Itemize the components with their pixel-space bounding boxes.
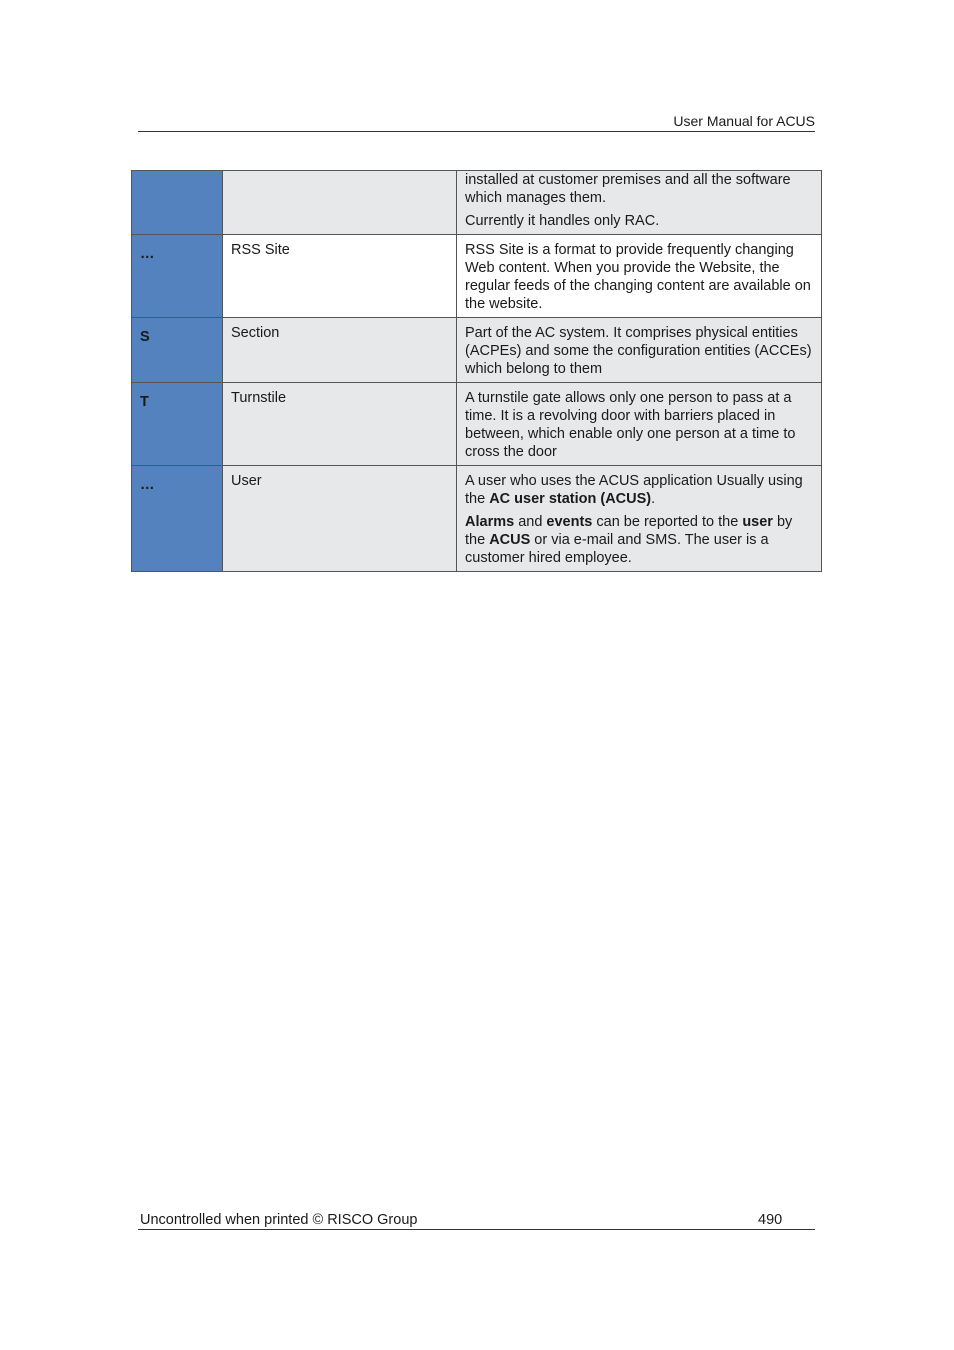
text-run: . xyxy=(651,491,656,507)
definition-paragraph xyxy=(465,472,813,508)
table-row xyxy=(132,171,822,235)
definition-cell xyxy=(457,318,822,383)
definition-paragraph xyxy=(465,241,813,313)
definition-paragraph xyxy=(465,171,813,207)
definition-paragraph xyxy=(465,389,813,461)
term-cell: Section xyxy=(223,318,457,383)
footer-copyright: Uncontrolled when printed © RISCO Group xyxy=(140,1212,418,1228)
definition-paragraph xyxy=(465,513,813,567)
table-row xyxy=(132,318,822,383)
term-cell: RSS Site xyxy=(223,235,457,318)
letter-cell: T xyxy=(132,383,223,466)
definition-paragraph xyxy=(465,212,813,230)
letter-cell: S xyxy=(132,318,223,383)
text-run: Part of the AC system. It comprises physical entities (ACPEs) and some the configuration entities (ACCEs) which belong to them xyxy=(465,325,812,377)
term-cell: Turnstile xyxy=(223,383,457,466)
page-header xyxy=(138,112,815,132)
bold-term: AC user station (ACUS) xyxy=(489,491,652,507)
term-cell: User xyxy=(223,466,457,572)
text-run: or via e-mail and SMS. The user is a customer hired employee. xyxy=(465,532,769,566)
table-row xyxy=(132,383,822,466)
page-footer xyxy=(138,1211,815,1230)
page-number: 490 xyxy=(758,1212,783,1228)
letter-cell xyxy=(132,171,223,235)
bold-term: events xyxy=(546,514,593,530)
bold-term: ACUS xyxy=(489,532,531,548)
text-run: A user who uses the ACUS application Usually using the xyxy=(465,473,803,507)
bold-term: Alarms xyxy=(465,514,515,530)
text-run: Currently it handles only RAC. xyxy=(465,213,660,229)
definition-cell xyxy=(457,235,822,318)
text-run: RSS Site is a format to provide frequently changing Web content. When you provide the Website, the regular feeds of the changing content are available on the website. xyxy=(465,242,811,312)
text-run: A turnstile gate allows only one person to pass at a time. It is a revolving door with barriers placed in between, which enable only one person at a time to cross the door xyxy=(465,390,796,460)
definition-cell xyxy=(457,171,822,235)
text-run: installed at customer premises and all the software which manages them. xyxy=(465,172,791,206)
glossary-table xyxy=(131,170,822,572)
letter-cell: … xyxy=(132,235,223,318)
term-cell xyxy=(223,171,457,235)
header-title: User Manual for ACUS xyxy=(673,113,815,129)
text-run: by the xyxy=(465,514,793,548)
table-row xyxy=(132,466,822,572)
bold-term: user xyxy=(742,514,773,530)
letter-cell: … xyxy=(132,466,223,572)
text-run: can be reported to the xyxy=(592,514,743,530)
definition-cell xyxy=(457,466,822,572)
table-row xyxy=(132,235,822,318)
definition-cell xyxy=(457,383,822,466)
definition-paragraph xyxy=(465,324,813,378)
text-run: and xyxy=(514,514,547,530)
